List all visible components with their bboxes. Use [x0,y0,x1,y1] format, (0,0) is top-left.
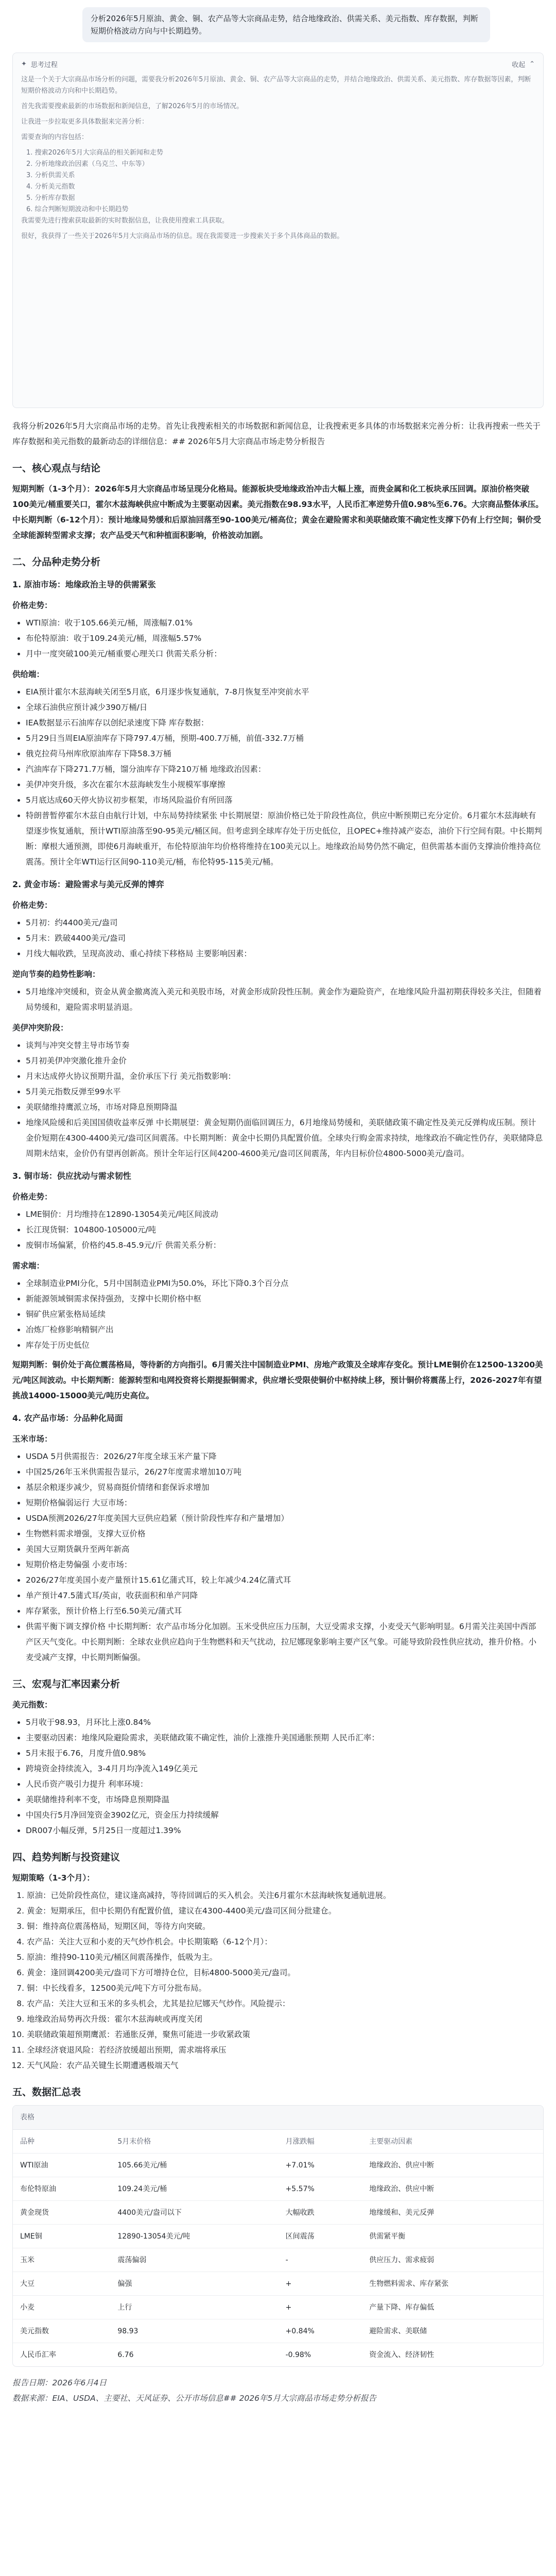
list-item: • EIA预计霍尔木兹海峡关闭至5月底，6月逐步恢复通航，7-8月恢复至冲突前水平 [26,684,544,700]
data-source: 数据来源：EIA、USDA、主要社、天风证券、公开市场信息## 2026年5月大宗商品市场走势分析报告 [12,2394,376,2403]
section-title: 二、分品种走势分析 [12,556,101,568]
label: 逆向节奏的趋势性影响： [12,970,100,979]
table-cell: 4400美元/盎司以下 [110,2201,278,2225]
table-cell: 人民币汇率 [20,2350,56,2359]
subsection-title: 2. 黄金市场：避险需求与美元反弹的博弈 [12,879,164,889]
report-date: 报告日期：2026年6月4日 [12,2378,107,2387]
table-cell: 供应压力、需求疲弱 [362,2248,543,2272]
label: 价格走势： [12,901,53,910]
thinking-list-item: 5. 分析库存数据 [26,194,75,202]
list-item: • 铜矿供应紧张格局延续 [26,1307,544,1322]
list-item: • 5月美元指数反弹至99水平 [26,1084,544,1099]
list-item: • 月中一度突破100美元/桶重要心理关口 供需关系分析： [26,646,544,662]
thinking-list-item: 1. 搜索2026年5月大宗商品的相关新闻和走势 [26,149,163,157]
table-cell: 避险需求、美联储 [362,2319,543,2343]
list-item: • 美伊冲突升级，多次在霍尔木兹海峡发生小规模军事摩擦 [26,777,544,792]
report-footer [12,2375,544,2406]
list-item: 12. 天气风险：农产品关键生长期遭遇极端天气 [27,2058,544,2073]
table-row [13,2177,543,2201]
label: 供给端： [12,670,45,679]
list-item: 7. 铜：中长线看多，12500美元/吨下方可分批布局。 [27,1980,544,1996]
label: 价格走势： [12,601,53,610]
list-item: • 2026/27年度美国小麦产量预计15.61亿蒲式耳，较上年减少4.24亿蒲式耳 [26,1572,544,1588]
core-conclusion: 短期判断（1-3个月）：2026年5月大宗商品市场呈现分化格局。能源板块受地缘政治冲击大幅上涨，而贵金属和化工板块承压回调。原油价格突破100美元/桶重要关口，霍尔木兹海峡供应中断成为主要驱动因素。美元指数在98.93水平，人民币汇率逆势升值0.98%至6.76。大宗商品整体承压。中长期判断（6-12个月）：预计地缘局势缓和后原油回落至90-100美元/桶高位；黄金在避险需求和美联储政策不确定性支撑下仍有上行空间；铜价受全球能源转型需求支撑；农产品受天气和种植面积影响，价格波动加剧。 [12,484,544,540]
label: 美伊冲突阶段： [12,1023,68,1032]
table-cell: 玉米 [13,2248,110,2272]
table-cell: 地缘缓和、美元反弹 [362,2201,543,2225]
section-title: 五、数据汇总表 [12,2087,81,2098]
table-cell: + [279,2296,362,2319]
label: 短期策略（1-3个月）： [12,1873,95,1883]
list-item: • 美联储维持鹰派立场，市场对降息预期降温 [26,1099,544,1115]
table-header: 品种 [13,2130,110,2154]
list-item: • 新能源领域铜需求保持强劲，支撑中长期价格中枢 [26,1291,544,1307]
section-title: 一、核心观点与结论 [12,463,101,474]
table-cell: 地缘政治、供应中断 [362,2154,543,2177]
list-item: • 5月初美伊冲突激化推升金价 [26,1053,544,1069]
table-cell: - [279,2248,362,2272]
thinking-text: 让我进一步拉取更多具体数据来完善分析： [21,118,149,126]
list-item: • 短期价格走势偏强 小麦市场： [26,1557,544,1572]
thinking-list-item: 3. 分析供需关系 [26,172,75,179]
list-item: • 生物燃料需求增强，支撑大豆价格 [26,1526,544,1541]
table-cell: 地缘政治、供应中断 [362,2177,543,2201]
table-cell: 黄金现货 [13,2201,110,2225]
table-cell: 资金流入、经济韧性 [369,2350,435,2359]
list-item: • 基层余粮逐步减少，贸易商挺价情绪和套保诉求增加 [26,1480,544,1495]
list-item: • 主要驱动因素：地缘风险避险需求，美联储政策不确定性，油价上涨推升美国通胀预期 人民币汇率： [26,1730,544,1745]
list-item: • 单产预计47.5蒲式耳/英亩，收获面积和单产同降 [26,1588,544,1603]
table-cell: +0.84% [279,2319,362,2343]
list-item: • 5月收于98.93，月环比上涨0.84% [26,1715,544,1730]
table-cell: 98.93 [110,2319,278,2343]
table-cell: + [279,2272,362,2296]
thinking-text: 我需要先进行搜索获取最新的实时数据信息，让我使用搜索工具获取。 [21,217,229,225]
table-row [13,2248,543,2272]
list-item: • 5月末：跌破4400美元/盎司 [26,930,544,946]
list-item: 4. 农产品：关注大豆和小麦的天气炒作机会。中长期策略（6-12个月）： [27,1934,544,1950]
table-cell: 小麦 [13,2296,110,2319]
list-item: • USDA预测2026/27年度美国大豆供应趋紧（预计阶段性库存和产量增加） [26,1511,544,1526]
list-item: 1. 原油：已处阶段性高位，建议逢高减持，等待回调后的买入机会。关注6月霍尔木兹海峡恢复通航进展。 [27,1888,544,1903]
table-caption: 表格 [13,2106,543,2130]
list-item: • 冶炼厂检修影响精铜产出 [26,1322,544,1337]
thinking-text: 很好，我获得了一些关于2026年5月大宗商品市场的信息。现在我需要进一步搜索关于多个具体商品的数据。 [21,232,344,240]
table-row [13,2225,543,2248]
table-row [13,2201,543,2225]
list-item: 5. 原油：维持90-110美元/桶区间震荡操作，低吸为主。 [27,1950,544,1965]
table-cell: 上行 [110,2296,278,2319]
thinking-panel [12,53,544,408]
list-item: 8. 农产品：关注大豆和玉米的多头机会，尤其是拉尼娜天气炒作。风险提示： [27,1996,544,2011]
thinking-text: 首先我需要搜索最新的市场数据和新闻信息，了解2026年5月的市场情况。 [21,103,244,110]
list-item: • 月线大幅收跌，呈现高波动、重心持续下移格局 主要影响因素： [26,946,544,961]
list-item: • DR007小幅反弹，5月25日一度超过1.39% [26,1823,544,1838]
table-cell: 供需紧平衡 [362,2225,543,2248]
list-item: • 全球制造业PMI分化，5月中国制造业PMI为50.0%，环比下降0.3个百分点 [26,1276,544,1291]
list-item: • WTI原油：收于105.66美元/桶，周涨幅7.01% [26,615,544,631]
label: 需求端： [12,1261,45,1270]
list-item: • 美国大豆期货飙升至两年新高 [26,1541,544,1557]
table-row [13,2272,543,2296]
list-item: • 全球石油供应预计减少390万桶/日 [26,700,544,715]
table-row [13,2343,543,2367]
table-cell: +7.01% [279,2154,362,2177]
table-cell: 区间震荡 [279,2225,362,2248]
table-row [13,2319,543,2343]
list-item: • 人民币资产吸引力提升 利率环境： [26,1776,544,1792]
chevron-up-icon[interactable]: ⌃ [529,60,535,68]
list-item: • 长江现货铜：104800-105000元/吨 [26,1222,544,1238]
list-item: • 布伦特原油：收于109.24美元/桶，周涨幅5.57% [26,631,544,646]
list-item: • 5月地缘冲突缓和，资金从黄金撤离流入美元和美股市场，对黄金形成阶段性压制。黄金作为避险资产，在地缘风险升温初期获得较多关注，但随着局势缓和，避险需求明显消退。 [26,984,544,1015]
table-cell: 大豆 [13,2272,110,2296]
list-item: • 短期价格偏弱运行 大豆市场： [26,1495,544,1511]
table-cell: 109.24美元/桶 [110,2177,278,2201]
list-item: • LME铜价：月均维持在12890-13054美元/吨区间波动 [26,1207,544,1222]
table-cell: +5.57% [279,2177,362,2201]
table-row [13,2154,543,2177]
table-cell: LME铜 [13,2225,110,2248]
subsection-title: 4. 农产品市场：分品种化局面 [12,1413,123,1423]
table-cell: 生物燃料需求、库存紧张 [362,2272,543,2296]
summary-table [12,2105,544,2367]
list-item: • 俄克拉荷马州库欣原油库存下降58.3万桶 [26,746,544,761]
table-cell: 6.76 [117,2350,134,2359]
table-cell: 大幅收跌 [279,2201,362,2225]
list-item: • USDA 5月供需报告：2026/27年度全球玉米产量下降 [26,1449,544,1464]
table-cell: 布伦特原油 [13,2177,110,2201]
table-cell: WTI原油 [13,2154,110,2177]
list-item: • 美联储维持利率不变，市场降息预期降温 [26,1792,544,1807]
list-item: • 5月底达成60天停火协议初步框架，市场风险溢价有所回落 [26,792,544,808]
assistant-answer [12,418,544,2406]
list-item: 10. 美联储政策超预期鹰派：若通胀反弹，聚焦可能进一步收紧政策 [27,2027,544,2042]
list-item: • 5月29日当周EIA原油库存下降797.4万桶，预期-400.7万桶，前值-332.7万桶 [26,731,544,746]
list-item: • 地缘风险缓和后美国国债收益率反弹 中长期展望：黄金短期仍面临回调压力，6月地缘局势缓和，美联储政策不确定性及美元反弹构成压制。预计金价短期在4300-4400美元/盎司区间震荡。中长期判断：黄金中长期仍具配置价值。全球央行购金需求持续，地缘政治不确定性仍存，美联储降息周期未结束，金价仍有望再创新高。预计全年运行区间4200-4600美元/盎司区间震荡，年内目标价位4800-5000美元/盎司。 [26,1115,544,1161]
list-item: 2. 黄金：短期承压，但中长期仍有配置价值，建议在4300-4400美元/盎司区间分批建仓。 [27,1903,544,1919]
label: 玉米市场： [12,1434,53,1444]
list-item: • 库存处于历史低位 [26,1337,544,1353]
list-item: • 特朗普暂停霍尔木兹自由航行计划，中东局势持续紧张 中长期展望：原油价格已处于阶段性高位，供应中断预期已充分定价。6月霍尔木兹海峡有望逐步恢复通航，预计WTI原油落至90-95美元/桶区间。但考虑到全球库存处于历史低位，且OPEC+维持减产姿态，油价下行空间有限。中长期判断：摩根大通预测，即使6月海峡重开，布伦特原油年均价格将维持在100美元以上。地缘政治局势仍然不确定，但供需基本面仍支撑油价维持高位震荡。预计全年WTI运行区间90-110美元/桶，布伦特95-115美元/桶。 [26,808,544,870]
list-item: • 5月初：约4400美元/盎司 [26,915,544,930]
list-item: • 汽油库存下降271.7万桶，馏分油库存下降210万桶 地缘政治因素： [26,761,544,777]
list-item: 11. 全球经济衰退风险：若经济放缓超出预期，需求端将承压 [27,2042,544,2058]
copper-outlook: 短期判断：铜价处于高位震荡格局，等待新的方向指引。6月需关注中国制造业PMI、房地产政策及全球库存变化。预计LME铜价在12500-13200美元/吨区间波动。中长期判断：能源转型和电网投资将长期提振铜需求，供应增长受限使铜价中枢持续上移，预计铜价将震荡上行，2026-2027年有望挑战14000-15000美元/吨历史高位。 [12,1360,543,1400]
thinking-title: 思考过程 [30,61,58,69]
table-cell: 105.66美元/桶 [110,2154,278,2177]
list-item: • 5月末报于6.76，月度升值0.98% [26,1745,544,1761]
list-item: • 跨境资金持续流入，3-4月月均净流入149亿美元 [26,1761,544,1776]
table-row [13,2296,543,2319]
subsection-title: 3. 铜市场：供应扰动与需求韧性 [12,1171,131,1181]
table-cell: 产量下降、库存偏低 [362,2296,543,2319]
list-item: • 供需平衡下调支撑价格 中长期判断：农产品市场分化加剧。玉米受供应压力压制，大豆受需求支撑，小麦受天气影响明显。6月需关注美国中西部产区天气变化。中长期判断：全球农业供应趋向于生物燃料和天气扰动，拉尼娜现象影响主要产区气象。可能导致阶段性供应扰动，推升价格。小麦受减产支撑，中长期判断偏强。 [26,1619,544,1665]
list-item: • 废铜市场偏紧，价格约45.8-45.9元/斤 供需关系分析： [26,1238,544,1253]
thinking-text: 需要查询的内容包括： [21,133,89,141]
list-item: • 中国央行5月净回笼资金3902亿元，资金压力持续缓解 [26,1807,544,1823]
section-title: 四、趋势判断与投资建议 [12,1852,120,1863]
thinking-list-item: 4. 分析美元指数 [26,183,75,191]
section-title: 三、宏观与汇率因素分析 [12,1679,120,1690]
table-header: 月涨跌幅 [279,2130,362,2154]
answer-intro: 我将分析2026年5月大宗商品市场的走势。首先让我搜索相关的市场数据和新闻信息，让我搜索更多具体的市场数据来完善分析：让我再搜索一些关于库存数据和美元指数的最新动态的详细信息：## 2026年5月大宗商品市场走势分析报告 [12,421,541,446]
thinking-icon: ✦ [21,60,27,68]
table-cell: 偏强 [110,2272,278,2296]
subsection-title: 1. 原油市场：地缘政治主导的供需紧张 [12,580,156,589]
table-cell: -0.98% [285,2350,311,2359]
collapse-toggle[interactable]: 收起 [512,61,526,69]
label: 美元指数： [12,1700,53,1709]
thinking-list-item: 6. 综合判断短期波动和中长期趋势 [26,206,129,213]
table-header: 5月末价格 [110,2130,278,2154]
list-item: • IEA数据显示石油库存以创纪录速度下降 库存数据： [26,715,544,731]
list-item: • 库存紧张，预计价格上行至6.50美元/蒲式耳 [26,1603,544,1619]
table-header: 主要驱动因素 [362,2130,543,2154]
list-item: • 月末达成停火协议预期升温，金价承压下行 美元指数影响： [26,1069,544,1084]
table-cell: 震荡偏弱 [110,2248,278,2272]
list-item: • 中国25/26年玉米供需报告显示，26/27年度需求增加10万吨 [26,1464,544,1480]
list-item: 3. 铜：维持高位震荡格局，短期区间，等待方向突破。 [27,1919,544,1934]
thinking-list-item: 2. 分析地缘政治因素（乌克兰、中东等） [26,160,149,168]
list-item: 6. 黄金：逢回调4200美元/盎司下方可增持仓位，目标4800-5000美元/盎司。 [27,1965,544,1980]
label: 价格走势： [12,1192,53,1201]
list-item: 9. 地缘政治局势再次升级：霍尔木兹海峡或再度关闭 [27,2011,544,2027]
user-message: 分析2026年5月原油、黄金、铜、农产品等大宗商品走势，结合地缘政治、供需关系、美元指数、库存数据，判断短期价格波动方向与中长期趋势。 [82,7,490,42]
table-header-row [13,2130,543,2154]
table-cell: 美元指数 [13,2319,110,2343]
list-item: • 谈判与冲突交替主导市场节奏 [26,1038,544,1053]
table-cell: 12890-13054美元/吨 [110,2225,278,2248]
thinking-text: 这是一个关于大宗商品市场分析的问题，需要我分析2026年5月原油、黄金、铜、农产品等大宗商品的走势，并结合地缘政治、供需关系、美元指数、库存数据等因素，判断短期价格波动方向和中长期趋势。 [21,76,531,95]
